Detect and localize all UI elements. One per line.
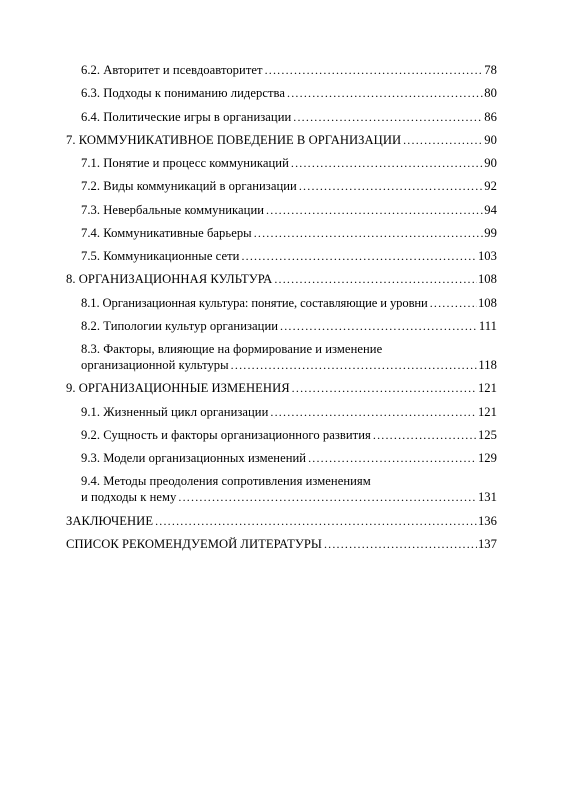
toc-chapter <box>0 514 497 529</box>
toc-entry-page: 99 <box>484 225 497 240</box>
toc-entry-title: 7.2. Виды коммуникаций в организации <box>81 179 297 194</box>
leader-dots <box>373 428 477 443</box>
toc-entry-page: 118 <box>478 358 497 372</box>
toc-entry-page: 86 <box>484 109 497 124</box>
table-of-contents <box>0 63 566 560</box>
toc-chapter-title: ЗАКЛЮЧЕНИЕ <box>66 513 154 528</box>
toc-entry-title-line2: организационной культуры <box>81 358 229 372</box>
toc-entry-title: 6.4. Политические игры в организации <box>81 109 292 124</box>
leader-dots <box>265 63 484 78</box>
leader-dots <box>155 514 477 529</box>
leader-dots <box>254 226 484 241</box>
leader-dots <box>270 405 477 420</box>
toc-entry <box>0 474 497 505</box>
toc-entry <box>0 342 497 373</box>
toc-entry-page: 131 <box>477 490 497 505</box>
toc-chapter-title: СПИСОК РЕКОМЕНДУЕМОЙ ЛИТЕРАТУРЫ <box>66 536 322 551</box>
toc-entry-page: 125 <box>477 427 497 442</box>
toc-entry-title: 6.2. Авторитет и псевдоавторитет <box>81 63 263 77</box>
toc-chapter-page: 136 <box>477 513 497 528</box>
toc-entry <box>0 86 497 101</box>
toc-chapter-page: 90 <box>484 132 497 147</box>
toc-entry-title: 7.5. Коммуникационные сети <box>81 249 240 263</box>
toc-entry-title-line1: 8.3. Факторы, влияющие на формирование и изменение <box>81 342 383 356</box>
leader-dots <box>403 133 483 148</box>
leader-dots <box>291 156 483 171</box>
leader-dots <box>280 319 478 334</box>
toc-entry <box>0 428 497 443</box>
toc-chapter <box>0 537 497 552</box>
leader-dots <box>293 110 483 125</box>
leader-dots <box>178 490 477 505</box>
toc-entry <box>0 405 497 420</box>
toc-entry-page: 103 <box>477 249 497 263</box>
toc-entry <box>0 451 497 466</box>
toc-chapter-title: 8. ОРГАНИЗАЦИОННАЯ КУЛЬТУРА <box>66 272 273 287</box>
toc-entry <box>0 249 497 264</box>
leader-dots <box>430 296 477 311</box>
toc-entry-title: 9.2. Сущность и факторы организационного развития <box>81 427 371 442</box>
toc-entry-page: 80 <box>484 86 497 101</box>
toc-entry <box>0 156 497 171</box>
toc-entry-page: 111 <box>478 318 497 333</box>
toc-entry-title: 7.1. Понятие и процесс коммуникаций <box>81 156 289 170</box>
toc-entry-title-line2: и подходы к нему <box>81 490 177 505</box>
toc-entry-page: 121 <box>477 404 497 419</box>
toc-chapter-page: 137 <box>477 536 497 551</box>
toc-entry-page: 90 <box>484 156 497 170</box>
toc-chapter-page: 121 <box>477 381 497 396</box>
toc-chapter <box>0 272 497 287</box>
leader-dots <box>241 249 477 264</box>
toc-entry-title: 9.1. Жизненный цикл организации <box>81 404 269 419</box>
toc-entry-title: 7.3. Невербальные коммуникации <box>81 202 265 217</box>
leader-dots <box>308 451 477 466</box>
toc-entry-page: 92 <box>484 179 497 194</box>
toc-chapter <box>0 381 497 396</box>
toc-entry <box>0 110 497 125</box>
toc-entry <box>0 319 497 334</box>
leader-dots <box>324 537 477 552</box>
toc-entry-page: 94 <box>484 202 497 217</box>
leader-dots <box>299 179 483 194</box>
toc-entry <box>0 203 497 218</box>
toc-entry-title-line1: 9.4. Методы преодоления сопротивления изменениям <box>81 474 371 489</box>
toc-entry <box>0 226 497 241</box>
leader-dots <box>274 272 477 287</box>
leader-dots <box>292 381 477 396</box>
toc-chapter-title: 9. ОРГАНИЗАЦИОННЫЕ ИЗМЕНЕНИЯ <box>66 381 290 396</box>
toc-entry-page: 108 <box>477 295 497 310</box>
leader-dots <box>266 203 483 218</box>
toc-chapter-page: 108 <box>477 272 497 287</box>
toc-chapter-title: 7. КОММУНИКАТИВНОЕ ПОВЕДЕНИЕ В ОРГАНИЗАЦИИ <box>66 132 402 147</box>
toc-entry-title: 6.3. Подходы к пониманию лидерства <box>81 86 286 101</box>
toc-entry <box>0 179 497 194</box>
leader-dots <box>287 86 483 101</box>
toc-entry-title: 8.1. Организационная культура: понятие, составляющие и уровни <box>81 295 428 310</box>
toc-entry-page: 78 <box>484 63 497 77</box>
toc-chapter <box>0 133 497 148</box>
toc-entry-page: 129 <box>477 451 497 465</box>
toc-entry-title: 8.2. Типологии культур организации <box>81 318 279 333</box>
toc-entry-title: 7.4. Коммуникативные барьеры <box>81 225 252 240</box>
leader-dots <box>231 358 478 373</box>
toc-entry <box>0 63 497 78</box>
toc-entry-title: 9.3. Модели организационных изменений <box>81 451 307 465</box>
toc-entry <box>0 296 497 311</box>
